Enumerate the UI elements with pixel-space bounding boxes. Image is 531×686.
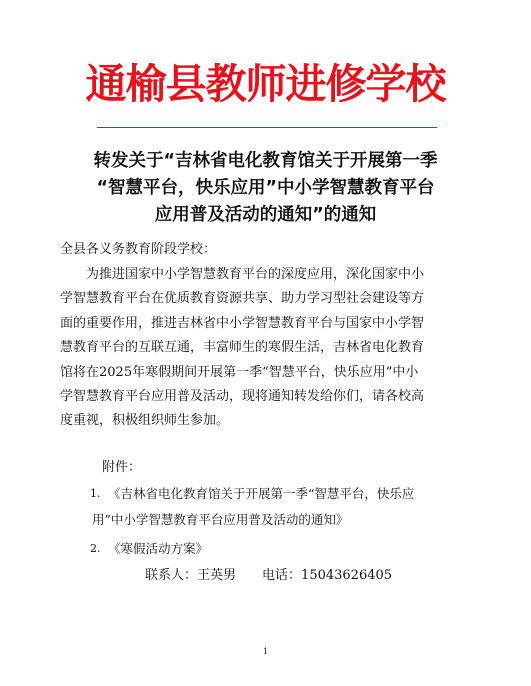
body-paragraph	[60, 263, 470, 434]
document-title	[40, 148, 491, 229]
salutation: 全县各义务教育阶段学校：	[60, 242, 217, 257]
body-line: 慧教育平台的互联互通，丰富师生的寒假生活，吉林省电化教育	[60, 340, 425, 356]
masthead-rule	[97, 127, 437, 128]
attachments-label: 附件：	[102, 460, 142, 475]
contact-person: 王英男	[197, 568, 237, 583]
contact-person-label: 联系人：	[145, 568, 198, 583]
masthead-title: 通榆县教师进修学校	[85, 60, 446, 108]
body-line: 学智慧教育平台应用普及活动，现将通知转发给你们，请各校高	[60, 389, 425, 405]
contact-info	[145, 566, 392, 586]
body-line: 为推进国家中小学智慧教育平台的深度应用，深化国家中小	[86, 267, 425, 282]
title-line-2: “智慧平台，快乐应用”中小学智慧教育平台	[96, 178, 435, 198]
title-line-1: 转发关于“吉林省电化教育馆关于开展第一季	[93, 151, 438, 171]
contact-phone: 15043626405	[301, 568, 393, 583]
attachment-number: 2.	[90, 542, 101, 555]
page-number: 1	[262, 647, 269, 656]
attachment-number: 1.	[90, 487, 101, 500]
contact-phone-label: 电话：	[262, 568, 302, 583]
attachment-item-2: 《寒假活动方案》	[108, 541, 209, 556]
body-line: 学智慧教育平台在优质教育资源共享、助力学习型社会建设等方	[60, 291, 425, 307]
title-line-3: 应用普及活动的通知”的通知	[154, 205, 377, 225]
attachment-item-1-line-2: 用”中小学智慧教育平台应用普及活动的通知》	[92, 512, 349, 527]
body-line: 度重视，积极组织师生参加。	[60, 413, 230, 429]
body-line: 面的重要作用，推进吉林省中小学智慧教育平台与国家中小学智	[60, 315, 425, 331]
attachment-item-1-line-1: 《吉林省电化教育馆关于开展第一季“智慧平台，快乐应	[108, 486, 415, 501]
body-line: 馆将在2025年寒假期间开展第一季“智慧平台，快乐应用”中小	[60, 364, 419, 380]
